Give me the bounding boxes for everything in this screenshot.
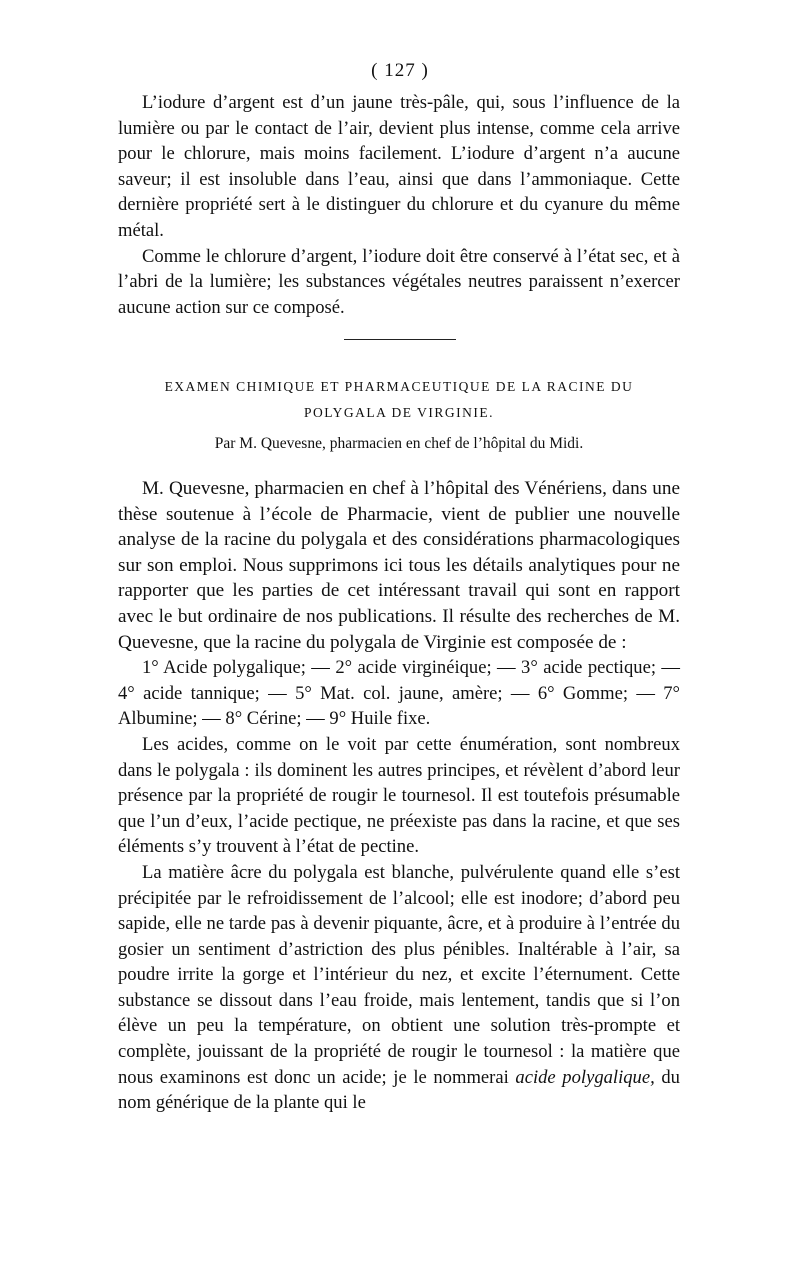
acrid-matter-text: La matière âcre du polygala est blanche, pulvérulente quand elle s’est précipitée par le refroidissement de l’alcool; elle est inodore; d’abord peu sapide, elle ne tarde pas à devenir piquante, âcre, et à produire à l’entrée du gosier un sentiment d’astriction des plus pénibles. Inaltérable à l’air, sa poudre irrite la gorge et l’intérieur du nez, et excite l’éternument. Cette substance se dissout dans l’eau froide, mais lentement, tandis que si l’on élève un peu la température, on obtient une solution très-prompte et complète, jouissant de la propriété de rougir le tournesol : la matière que nous examinons est donc un acide; je le nommerai: [118, 861, 680, 1088]
article-paragraph-intro: M. Quevesne, pharmacien en chef à l’hôpital des Vénériens, dans une thèse soutenue à l’école de Pharmacie, vient de publier une nouvelle analyse de la racine du polygala et des considérations pharmacologiques sur son emploi. Nous supprimons ici tous les détails analytiques pour ne rapporter que les parties de cet intéressant travail qui sont en rapport avec le but ordinaire de nos publications. Il résulte des recherches de M. Quevesne, que la racine du polygala de Virginie est composée de :: [118, 478, 680, 653]
article-paragraph-composition: 1° Acide polygalique; — 2° acide virginéique; — 3° acide pectique; — 4° acide tannique; — 5° Mat. col. jaune, amère; — 6° Gomme; — 7° Albumine; — 8° Cérine; — 9° Huile fixe.: [118, 657, 680, 730]
iodure-paragraph-2: Comme le chlorure d’argent, l’iodure doit être conservé à l’état sec, et à l’abri de la lumière; les substances végétales neutres paraissent n’exercer aucune action sur ce composé.: [118, 245, 680, 318]
article-byline: Par M. Quevesne, pharmacien en chef de l’hôpital du Midi.: [214, 435, 584, 452]
section-divider: [344, 339, 456, 340]
article-title: [118, 374, 680, 426]
acrid-matter-italic-term: acide polygalique,: [515, 1066, 655, 1088]
article-title-line-2: POLYGALA DE VIRGINIE.: [303, 405, 494, 420]
acrid-matter-text-end: du nom générique de la plante qui le: [118, 1066, 680, 1114]
article-title-line-1: EXAMEN CHIMIQUE ET PHARMACEUTIQUE DE LA RACINE DU: [164, 379, 634, 394]
article-paragraph-acids: Les acides, comme on le voit par cette énumération, sont nombreux dans le polygala : ils dominent les autres principes, et révèlent d’abord leur présence par la propriété de rougir le tournesol. Il est toutefois présumable que l’un d’eux, l’acide pectique, ne préexiste pas dans la racine, et que ses éléments s’y trouvent à l’état de pectine.: [118, 733, 680, 858]
article-paragraph-acrid-matter: [118, 860, 680, 1116]
article-body: [118, 476, 680, 1116]
page-number: ( 127 ): [371, 60, 429, 81]
iodure-section: [118, 90, 680, 320]
iodure-paragraph-1: L’iodure d’argent est d’un jaune très-pâle, qui, sous l’influence de la lumière ou par le contact de l’air, devient plus intense, comme cela arrive pour le chlorure, mais moins facilement. L’iodure d’argent n’a aucune saveur; il est insoluble dans l’eau, ainsi que dans l’ammoniaque. Cette dernière propriété sert à le distinguer du chlorure et du cyanure du même métal.: [118, 92, 680, 241]
